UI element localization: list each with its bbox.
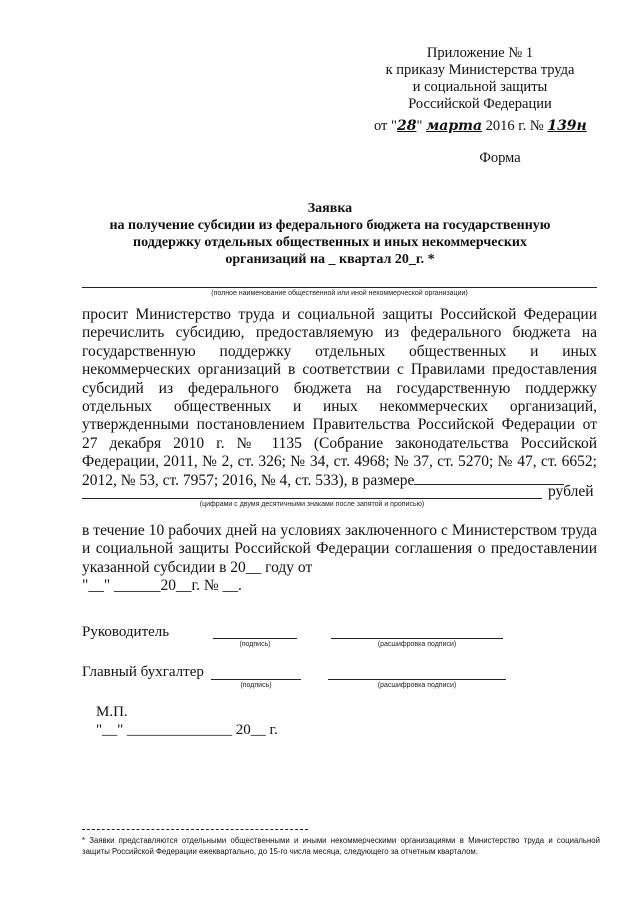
order-from: от	[374, 118, 388, 134]
appendix-number: Приложение № 1	[426, 45, 534, 61]
terms-text: в течение 10 рабочих дней на условиях заключенного с Министерством труда и социальной защиты Российской Федерации соглашения о предоставлении указанной субсидии в 20__ году от	[82, 522, 597, 576]
appendix-header	[360, 45, 600, 113]
amount-field-line	[414, 472, 564, 485]
amount-words-line	[82, 498, 542, 499]
accountant-signature-caption: (подпись)	[240, 682, 272, 689]
order-year: 2016 г. №	[485, 118, 544, 134]
request-text: просит Министерство труда и социальной защиты Российской Федерации перечислить субсидию, предоставляемую из федерального бюджета на государственную поддержку отдельных общественных и иных некоммерческих организаций в соответствии с Правилами предоставления субсидий из федерального бюджета на государственную поддержку отдельных общественных и иных некоммерческих организаций, утвержденными постановлением Правительства Российской Федерации от 27 декабря 2010 г. № 1135 (Собрание законодательства Российской Федерации, 2011, № 2, ст. 326; № 34, ст. 4968; № 37, ст. 5270; № 47, ст. 6652; 2012, № 53, ст. 7957; 2016, № 4, ст. 533), в размере	[82, 306, 597, 489]
title-line-4: организаций на _ квартал 20_г.	[225, 252, 425, 267]
head-decode-caption: (расшифровка подписи)	[377, 641, 457, 648]
head-signature-line[interactable]	[213, 638, 297, 639]
form-label: Форма	[479, 150, 521, 166]
currency-label: рублей	[548, 483, 594, 500]
head-decode-line[interactable]	[331, 638, 503, 639]
footnote	[82, 836, 600, 857]
document-title	[60, 200, 600, 268]
appendix-order-line: к приказу Министерства труда	[385, 62, 575, 78]
title-line-2: на получение субсидии из федерального бюджета на государственную	[109, 218, 551, 233]
title-footnote-mark: *	[427, 252, 435, 267]
order-date-line: от "28" марта 2016 г. № 139н	[374, 118, 587, 134]
title-line-3: поддержку отдельных общественных и иных некоммерческих	[133, 235, 527, 250]
order-month: марта	[425, 118, 483, 134]
order-number: 139н	[547, 118, 587, 134]
footnote-mark: *	[82, 836, 86, 845]
accountant-signature-line[interactable]	[211, 679, 301, 680]
footnote-separator	[82, 829, 308, 830]
amount-caption: (цифрами с двумя десятичными знаками после запятой и прописью)	[199, 501, 425, 508]
accountant-decode-line[interactable]	[328, 679, 506, 680]
head-signature-caption: (подпись)	[239, 641, 271, 648]
accountant-decode-caption: (расшифровка подписи)	[377, 682, 457, 689]
footnote-text: Заявки представляются отдельными общественными и иными некоммерческими организациями в Министерство труда и социальной защиты Российской Федерации ежеквартально, до 15-го числа месяца, следующего за отчетным кварталом.	[82, 836, 600, 856]
request-paragraph	[82, 306, 597, 490]
agreement-date-line: "__" ______20__г. № __.	[82, 577, 242, 595]
title-line-1: Заявка	[307, 201, 353, 216]
stamp-label: М.П.	[96, 704, 128, 720]
appendix-country-line: Российской Федерации	[408, 96, 552, 112]
terms-paragraph	[82, 522, 597, 596]
head-label: Руководитель	[82, 624, 170, 640]
stamp-date-line: "__" ______________ 20__ г.	[96, 722, 278, 738]
accountant-label: Главный бухгалтер	[82, 664, 204, 680]
org-name-field-line	[82, 287, 597, 288]
order-day: 28	[396, 118, 417, 134]
org-name-caption: (полное наименование общественной или иной некоммерческой организации)	[211, 290, 468, 297]
appendix-ministry-line: и социальной защиты	[412, 79, 548, 95]
